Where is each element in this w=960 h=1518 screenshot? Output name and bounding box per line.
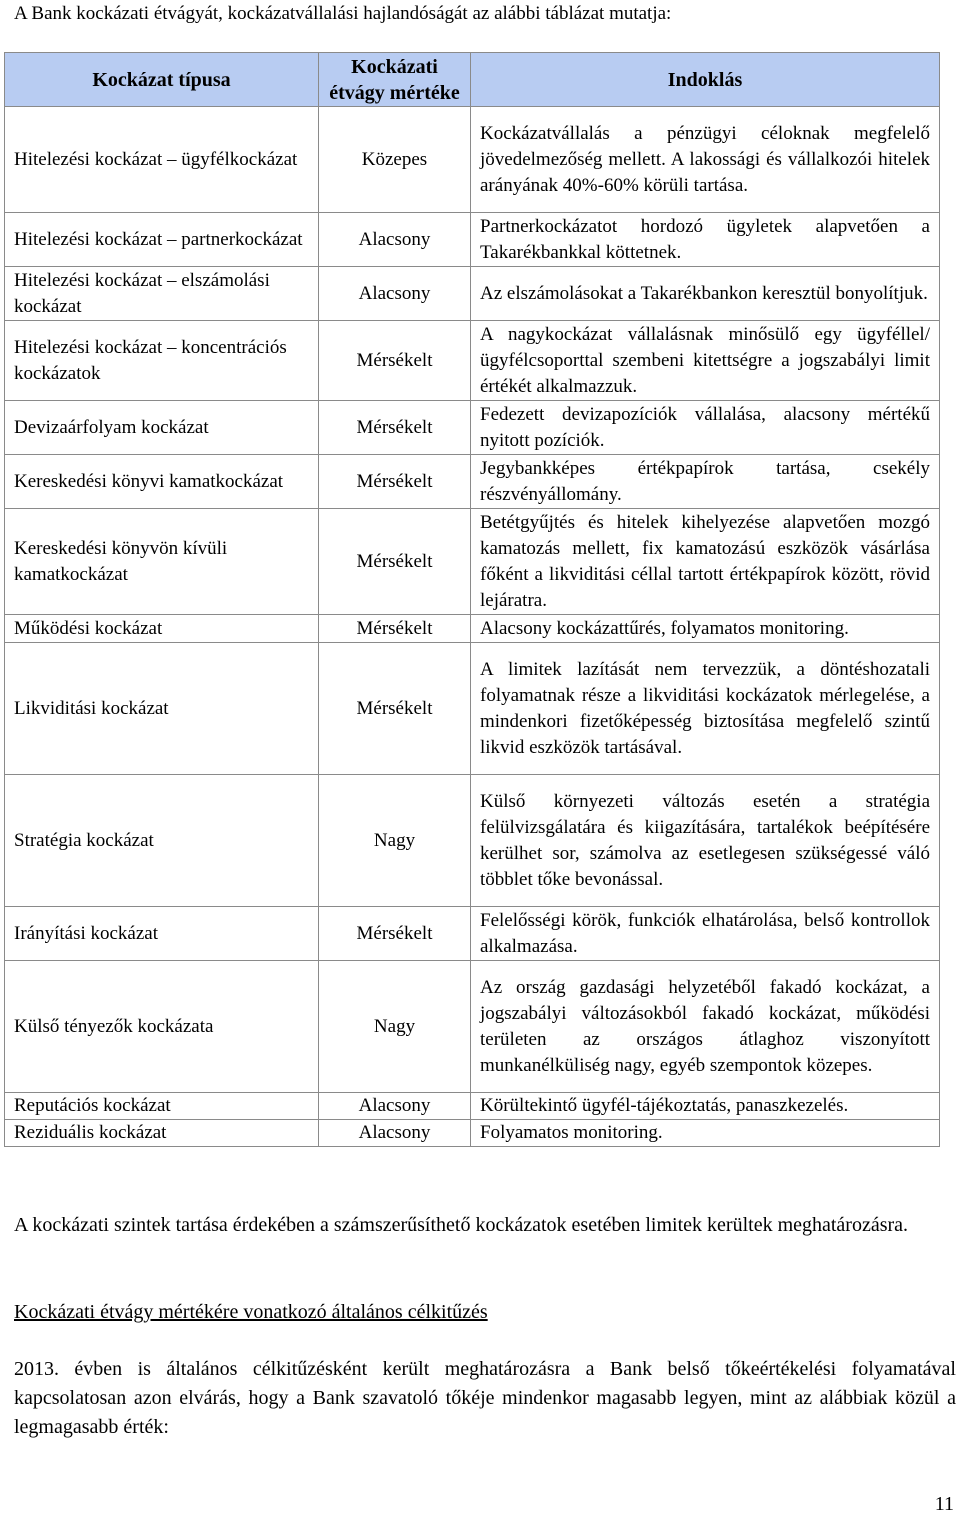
- table-row: [5, 775, 940, 907]
- risk-type-cell: Hitelezési kockázat – ügyfélkockázat: [5, 107, 319, 213]
- risk-type-cell: Kereskedési könyvi kamatkockázat: [5, 455, 319, 509]
- risk-type-cell: Irányítási kockázat: [5, 907, 319, 961]
- reason-cell: Az elszámolásokat a Takarékbankon keresztül bonyolítjuk.: [471, 267, 940, 321]
- risk-type-cell: Reputációs kockázat: [5, 1093, 319, 1120]
- appetite-level-cell: Közepes: [319, 107, 471, 213]
- objective-paragraph: 2013. évben is általános célkitűzésként került meghatározásra a Bank belső tőkeértékelési folyamatával kapcsolatosan azon elvárás, hogy a Bank szavatoló tőkéje mindenkor magasabb legyen, mint az alábbiak közül a legmagasabb érték:: [14, 1358, 956, 1438]
- reason-cell: Jegybankképes értékpapírok tartása, csekély részvényállomány.: [471, 455, 940, 509]
- table-row: [5, 321, 940, 401]
- risk-type-cell: Kereskedési könyvön kívüli kamatkockázat: [5, 509, 319, 615]
- risk-type-cell: Devizaárfolyam kockázat: [5, 401, 319, 455]
- appetite-level-cell: Nagy: [319, 961, 471, 1093]
- reason-cell: Kockázatvállalás a pénzügyi céloknak megfelelő jövedelmezőség mellett. A lakossági és vállalkozói hitelek arányának 40%-60% körüli tartása.: [471, 107, 940, 213]
- risk-type-cell: Külső tényezők kockázata: [5, 961, 319, 1093]
- table-row: [5, 509, 940, 615]
- risk-appetite-table: [4, 52, 940, 1147]
- reason-cell: A nagykockázat vállalásnak minősülő egy ügyféllel/ügyfélcsoporttal szembeni kitettségre a jogszabályi limit értékét alkalmazzuk.: [471, 321, 940, 401]
- table-row: [5, 615, 940, 643]
- risk-type-cell: Működési kockázat: [5, 615, 319, 643]
- appetite-level-cell: Alacsony: [319, 267, 471, 321]
- risk-type-cell: Likviditási kockázat: [5, 643, 319, 775]
- appetite-level-cell: Mérsékelt: [319, 455, 471, 509]
- intro-text: A Bank kockázati étvágyát, kockázatvállalási hajlandóságát az alábbi táblázat mutatja:: [14, 3, 672, 24]
- section-heading: Kockázati étvágy mértékére vonatkozó általános célkitűzés: [14, 1301, 488, 1323]
- limits-paragraph: A kockázati szintek tartása érdekében a számszerűsíthető kockázatok esetében limitek kerültek meghatározásra.: [14, 1214, 909, 1236]
- table-row: [5, 643, 940, 775]
- appetite-level-cell: Mérsékelt: [319, 401, 471, 455]
- appetite-level-cell: Mérsékelt: [319, 907, 471, 961]
- appetite-level-cell: Mérsékelt: [319, 509, 471, 615]
- appetite-level-cell: Alacsony: [319, 1120, 471, 1147]
- table-row: [5, 107, 940, 213]
- table-row: [5, 401, 940, 455]
- reason-cell: Külső környezeti változás esetén a stratégia felülvizsgálatára és kiigazítására, tartalékok beépítésére kerülhet sor, számolva az esetlegesen szükségessé váló többlet tőke bevonással.: [471, 775, 940, 907]
- appetite-level-cell: Mérsékelt: [319, 321, 471, 401]
- table-row: [5, 455, 940, 509]
- reason-cell: Betétgyűjtés és hitelek kihelyezése alapvetően mozgó kamatozás mellett, fix kamatozású eszközök vásárlása főként a likviditási céllal tartott értékpapírok között, rövid lejáratra.: [471, 509, 940, 615]
- reason-cell: A limitek lazítását nem tervezzük, a döntéshozatali folyamatnak része a likviditási kockázatok mérlegelése, a mindenkori fizetőképesség biztosítása megfelelő szintű likvid eszközök tartásával.: [471, 643, 940, 775]
- risk-type-cell: Hitelezési kockázat – koncentrációs kockázatok: [5, 321, 319, 401]
- reason-cell: Az ország gazdasági helyzetéből fakadó kockázat, a jogszabályi változásokból fakadó kockázat, működési területen az országos átlaghoz viszonyított munkanélküliség nagy, egyéb szempontok közepes.: [471, 961, 940, 1093]
- reason-cell: Felelősségi körök, funkciók elhatárolása, belső kontrollok alkalmazása.: [471, 907, 940, 961]
- appetite-level-cell: Alacsony: [319, 213, 471, 267]
- table-row: [5, 961, 940, 1093]
- table-row: [5, 1093, 940, 1120]
- header-risk-type: Kockázat típusa: [5, 53, 319, 107]
- risk-type-cell: Reziduális kockázat: [5, 1120, 319, 1147]
- table-row: [5, 213, 940, 267]
- risk-type-cell: Stratégia kockázat: [5, 775, 319, 907]
- reason-cell: Fedezett devizapozíciók vállalása, alacsony mértékű nyitott pozíciók.: [471, 401, 940, 455]
- reason-cell: Folyamatos monitoring.: [471, 1120, 940, 1147]
- table-row: [5, 1120, 940, 1147]
- reason-cell: Körültekintő ügyfél-tájékoztatás, panaszkezelés.: [471, 1093, 940, 1120]
- header-risk-appetite: Kockázati étvágy mértéke: [319, 53, 471, 107]
- appetite-level-cell: Nagy: [319, 775, 471, 907]
- appetite-level-cell: Alacsony: [319, 1093, 471, 1120]
- risk-type-cell: Hitelezési kockázat – elszámolási kockázat: [5, 267, 319, 321]
- reason-cell: Partnerkockázatot hordozó ügyletek alapvetően a Takarékbankkal köttetnek.: [471, 213, 940, 267]
- reason-cell: Alacsony kockázattűrés, folyamatos monitoring.: [471, 615, 940, 643]
- table-row: [5, 907, 940, 961]
- appetite-level-cell: Mérsékelt: [319, 615, 471, 643]
- table-row: [5, 267, 940, 321]
- appetite-level-cell: Mérsékelt: [319, 643, 471, 775]
- table-header-row: [5, 53, 940, 107]
- risk-type-cell: Hitelezési kockázat – partnerkockázat: [5, 213, 319, 267]
- page-number: 11: [934, 1493, 954, 1515]
- header-reason: Indoklás: [471, 53, 940, 107]
